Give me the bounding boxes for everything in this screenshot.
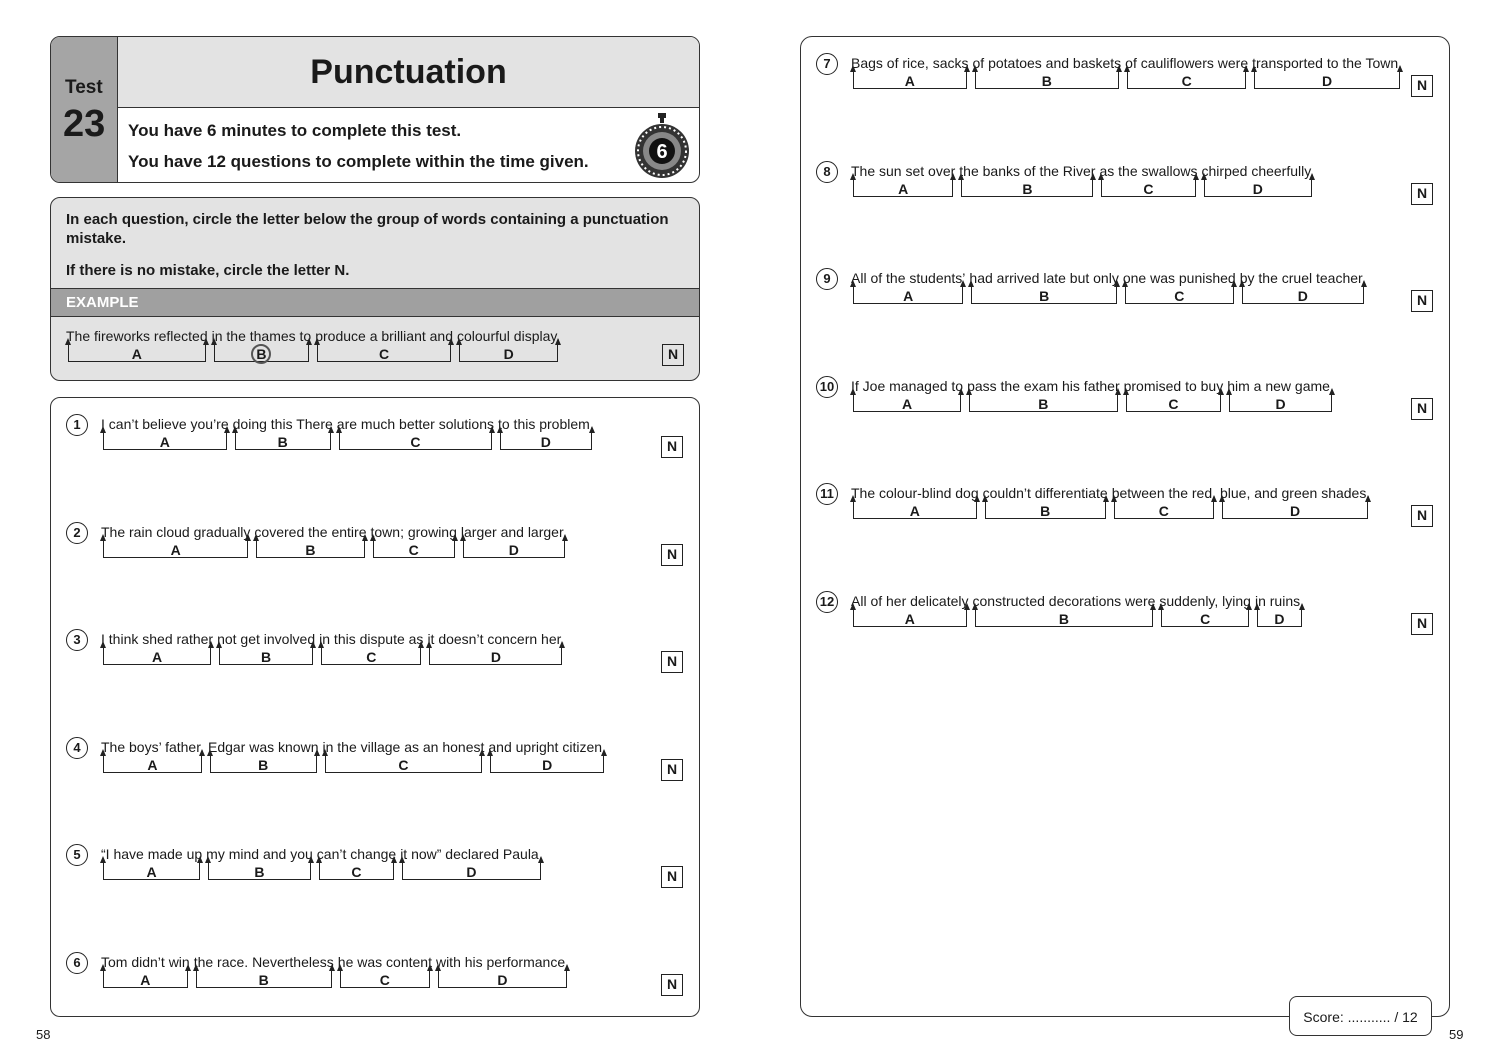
sentence	[851, 378, 1338, 412]
option-letter-c[interactable]: C	[379, 346, 390, 362]
option-letter-a[interactable]: A	[140, 971, 151, 988]
word-group-text: between the red,	[1111, 485, 1216, 501]
question-number: 9	[816, 268, 838, 290]
word-group-b[interactable]	[967, 378, 1120, 412]
option-letter-a[interactable]: A	[151, 649, 163, 665]
word-group-text: by the cruel teacher.	[1239, 270, 1366, 286]
word-group-text: in the village as an honest	[322, 738, 485, 755]
word-group-text: The sun set over	[851, 162, 956, 179]
bracket	[1257, 609, 1302, 627]
bracket	[373, 540, 455, 558]
bracket	[975, 71, 1120, 89]
test-label: Test	[65, 77, 103, 98]
question-11	[816, 483, 1436, 543]
word-group-d[interactable]	[461, 524, 567, 558]
word-group-b[interactable]	[973, 55, 1122, 89]
sentence	[851, 55, 1406, 89]
option-letter-c[interactable]: C	[1168, 395, 1179, 412]
word-group-text: the banks of the River	[959, 162, 1096, 179]
word-group-text: my mind and you	[206, 846, 313, 862]
question-count-instruction: You have 12 questions to complete within the time given.	[128, 152, 589, 171]
option-letter-b[interactable]: B	[1040, 503, 1051, 519]
bracket	[975, 609, 1154, 627]
word-group-c[interactable]	[1112, 485, 1216, 519]
question-10	[816, 376, 1436, 436]
bracket	[969, 394, 1118, 412]
option-letter-c[interactable]: C	[379, 971, 390, 988]
option-letter-b[interactable]: B	[254, 864, 265, 880]
option-letter-b[interactable]: B	[261, 649, 272, 665]
question-number: 10	[816, 376, 838, 398]
bracket	[1126, 394, 1222, 412]
word-group-text: he was content	[337, 953, 432, 970]
question-number: 3	[66, 629, 88, 651]
word-group-text: Bags of rice, sacks	[851, 55, 969, 71]
word-group-text: chirped cheerfully.	[1201, 162, 1315, 179]
word-group-text: transported to the Town.	[1252, 55, 1403, 71]
word-group-text: All of the students’	[851, 270, 966, 286]
bracket	[103, 970, 188, 988]
word-group-text: of cauliflowers were	[1125, 55, 1249, 71]
bracket	[103, 647, 211, 665]
bracket	[985, 501, 1106, 519]
word-group-d[interactable]	[498, 416, 594, 450]
bracket	[210, 755, 317, 773]
bracket	[68, 344, 206, 362]
word-group-text: with his performance.	[435, 953, 570, 970]
option-letter-b[interactable]: B	[258, 971, 269, 988]
word-group-c[interactable]	[337, 416, 494, 450]
option-letter-d[interactable]: D	[490, 649, 501, 665]
word-group-text: If Joe managed to	[851, 377, 964, 394]
word-group-a[interactable]	[851, 485, 979, 519]
word-group-text: not get involved	[217, 631, 316, 647]
bracket	[853, 286, 963, 304]
option-letter-a[interactable]: A	[904, 610, 915, 627]
word-group-c[interactable]	[1125, 55, 1248, 89]
option-letter-c[interactable]: C	[1181, 73, 1192, 89]
question-8	[816, 161, 1436, 221]
bracket	[971, 286, 1116, 304]
none-option[interactable]: N	[1411, 183, 1433, 205]
word-group-c[interactable]	[1159, 593, 1251, 627]
word-group-b[interactable]	[973, 593, 1156, 627]
bracket	[1161, 609, 1249, 627]
word-group-text: larger and larger.	[460, 523, 567, 540]
bracket	[1101, 179, 1195, 197]
bracket	[1204, 179, 1313, 197]
question-7	[816, 53, 1436, 113]
none-option[interactable]: N	[1411, 75, 1433, 97]
option-letter-c[interactable]: C	[410, 434, 421, 450]
word-group-c[interactable]	[1099, 163, 1197, 197]
word-group-a[interactable]	[851, 270, 965, 304]
bracket	[1114, 501, 1214, 519]
sentence	[101, 739, 610, 773]
word-group-text: had arrived late but only	[969, 270, 1119, 286]
word-group-d[interactable]	[1220, 485, 1370, 519]
bracket	[196, 970, 332, 988]
bracket	[402, 862, 540, 880]
example-label: EXAMPLE	[51, 288, 699, 317]
bracket	[1242, 286, 1364, 304]
question-number: 2	[66, 522, 88, 544]
option-letter-c[interactable]: C	[1143, 180, 1154, 197]
word-group-b[interactable]	[983, 485, 1108, 519]
option-letter-a[interactable]: A	[147, 756, 158, 773]
word-group-text: it doesn’t concern her.	[427, 631, 565, 647]
option-letter-c[interactable]: C	[351, 864, 362, 880]
example-none-option: N	[662, 344, 684, 366]
svg-text:6: 6	[656, 141, 668, 163]
question-6	[66, 952, 686, 1012]
option-letter-d[interactable]: D	[508, 541, 519, 558]
bracket	[219, 647, 313, 665]
page-number-right: 59	[1449, 1027, 1464, 1042]
option-letter-c[interactable]: C	[1158, 503, 1169, 519]
none-option[interactable]: N	[1411, 505, 1433, 527]
word-group-b[interactable]	[206, 846, 313, 880]
bracket	[490, 755, 604, 773]
word-group-text: pass the exam his father	[967, 377, 1120, 394]
word-group-text: the race. Nevertheless	[193, 953, 334, 970]
word-group-d[interactable]	[1255, 593, 1304, 627]
word-group-a[interactable]	[101, 846, 202, 880]
sentence	[101, 954, 573, 988]
word-group-b[interactable]	[217, 631, 315, 665]
word-group-text: I think shed rather	[101, 631, 214, 647]
stopwatch-icon	[633, 113, 691, 179]
question-number: 1	[66, 414, 88, 436]
page-title: Punctuation	[118, 37, 699, 108]
option-letter-a[interactable]: A	[131, 346, 142, 362]
word-group-text: The colour-blind dog	[851, 485, 979, 501]
bracket	[1254, 71, 1400, 89]
word-group-text: town; growing	[370, 523, 457, 540]
question-number: 6	[66, 952, 88, 974]
word-group-text: constructed decorations were	[972, 592, 1156, 609]
option-letter-b[interactable]	[215, 346, 309, 364]
sentence	[101, 631, 568, 665]
option-letter-d[interactable]: D	[1274, 610, 1285, 627]
bracket	[500, 432, 592, 450]
word-group-d[interactable]	[1252, 55, 1402, 89]
bracket	[1127, 71, 1246, 89]
option-letter-d[interactable]: D	[466, 864, 477, 880]
bracket	[853, 71, 967, 89]
word-group-a[interactable]	[851, 163, 955, 197]
word-group-text: can’t change	[316, 846, 397, 862]
option-letter-a[interactable]: A	[903, 288, 914, 304]
word-group-c[interactable]	[319, 631, 423, 665]
option-letter-c[interactable]: C	[366, 649, 377, 665]
word-group-text: covered the entire	[254, 523, 367, 540]
bracket	[853, 394, 961, 412]
option-letter-c[interactable]: C	[408, 541, 419, 558]
word-group-c[interactable]	[323, 739, 485, 773]
none-option[interactable]: N	[661, 759, 683, 781]
word-group-a[interactable]	[851, 593, 969, 627]
word-group-d[interactable]	[457, 328, 560, 362]
word-group-d[interactable]	[1227, 378, 1334, 412]
word-group-a[interactable]	[101, 524, 250, 558]
word-group-c[interactable]	[371, 524, 457, 558]
word-group-b[interactable]	[959, 163, 1095, 197]
word-group-a[interactable]	[101, 416, 229, 450]
option-letter-b[interactable]: B	[1039, 288, 1050, 304]
bracket	[103, 432, 227, 450]
word-group-text: promised to buy	[1123, 377, 1224, 394]
word-group-b[interactable]	[212, 328, 312, 362]
option-letter-a[interactable]: A	[898, 180, 909, 197]
word-group-text: to this problem.	[497, 416, 594, 432]
word-group-text: in the thames to	[211, 328, 312, 344]
option-letter-c[interactable]: C	[398, 756, 409, 773]
bracket	[853, 179, 953, 197]
bracket	[103, 540, 248, 558]
word-group-d[interactable]	[436, 954, 569, 988]
word-group-d[interactable]	[1202, 163, 1315, 197]
none-option[interactable]: N	[1411, 398, 1433, 420]
option-letter-a[interactable]: A	[904, 73, 915, 89]
option-letter-a[interactable]: A	[170, 541, 181, 558]
word-group-d[interactable]	[400, 846, 542, 880]
word-group-c[interactable]	[338, 954, 432, 988]
questions-panel-left	[50, 397, 700, 1017]
sentence	[101, 524, 571, 558]
word-group-text: colourful display.	[457, 328, 561, 344]
word-group-text: blue, and green shades.	[1220, 485, 1371, 501]
word-group-b[interactable]	[254, 524, 366, 558]
option-letter-a[interactable]: A	[146, 864, 157, 880]
word-group-b[interactable]	[233, 416, 333, 450]
option-letter-a[interactable]: A	[901, 395, 913, 412]
question-3	[66, 629, 686, 689]
question-4	[66, 737, 686, 797]
option-letter-b[interactable]: B	[1022, 180, 1033, 197]
word-group-text: as the swallows	[1099, 162, 1198, 179]
instructions-panel	[50, 197, 700, 381]
word-group-text: couldn’t differentiate	[982, 485, 1108, 501]
bracket	[459, 344, 558, 362]
option-letter-b[interactable]: B	[1038, 395, 1049, 412]
word-group-c[interactable]	[315, 328, 453, 362]
sentence	[101, 416, 598, 450]
word-group-text: The fireworks reflected	[66, 328, 208, 344]
question-number: 5	[66, 844, 88, 866]
bracket	[429, 647, 562, 665]
word-group-text: one was punished	[1122, 270, 1236, 286]
word-group-text: Tom didn’t win	[101, 953, 190, 970]
bracket	[317, 344, 451, 362]
bracket	[214, 344, 310, 362]
word-group-text: produce a brilliant and	[315, 328, 453, 344]
option-letter-b[interactable]: B	[1058, 610, 1070, 627]
score-box: Score: ........... / 12	[1289, 996, 1432, 1036]
bracket	[325, 755, 483, 773]
word-group-text: I can’t believe you’re	[101, 416, 229, 432]
none-option[interactable]: N	[661, 974, 683, 996]
option-letter-b[interactable]: B	[1041, 73, 1052, 89]
bracket	[438, 970, 567, 988]
word-group-c[interactable]	[317, 846, 396, 880]
page-number-left: 58	[36, 1027, 51, 1042]
sentence	[851, 593, 1308, 627]
option-letter-d[interactable]: D	[1290, 503, 1301, 519]
word-group-text: Edgar was known	[207, 738, 319, 755]
bracket	[340, 970, 430, 988]
sentence	[851, 485, 1374, 519]
word-group-a[interactable]	[101, 954, 190, 988]
option-letter-d[interactable]: D	[497, 971, 508, 988]
bracket	[256, 540, 364, 558]
word-group-text: doing this There	[232, 416, 333, 432]
option-letter-d[interactable]: D	[1252, 180, 1263, 197]
option-letter-a[interactable]: A	[909, 503, 920, 519]
bracket	[853, 501, 977, 519]
bracket	[339, 432, 492, 450]
word-group-d[interactable]	[488, 739, 606, 773]
instruction-none-text: If there is no mistake, circle the letter N.	[66, 262, 350, 279]
option-letter-d[interactable]: D	[1322, 73, 1333, 89]
test-header	[50, 36, 700, 183]
bracket	[961, 179, 1093, 197]
word-group-a[interactable]	[101, 739, 204, 773]
word-group-text: it now” declared Paula.	[400, 846, 543, 862]
test-number: 23	[63, 103, 106, 145]
word-group-text: are much better solutions	[336, 416, 494, 432]
option-letter-d[interactable]: D	[503, 346, 514, 362]
none-option[interactable]: N	[661, 866, 683, 888]
bracket	[235, 432, 331, 450]
word-group-text: The boys’ father,	[101, 738, 204, 755]
question-2	[66, 522, 686, 582]
question-number: 12	[816, 591, 838, 613]
question-12	[816, 591, 1436, 651]
word-group-c[interactable]	[1124, 378, 1224, 412]
option-letter-d[interactable]: D	[542, 756, 553, 773]
option-letter-b[interactable]: B	[277, 434, 288, 450]
none-option[interactable]: N	[661, 651, 683, 673]
word-group-text: “I have made up	[101, 846, 203, 862]
word-group-d[interactable]	[427, 631, 564, 665]
question-number: 8	[816, 161, 838, 183]
bracket	[103, 755, 202, 773]
word-group-text: suddenly, lying	[1159, 592, 1251, 609]
sentence	[851, 163, 1318, 197]
question-1	[66, 414, 686, 474]
time-instruction: You have 6 minutes to complete this test.	[128, 121, 462, 140]
word-group-a[interactable]	[66, 328, 208, 362]
word-group-text: The rain cloud gradually	[101, 523, 251, 540]
question-9	[816, 268, 1436, 328]
question-number: 4	[66, 737, 88, 759]
word-group-b[interactable]	[969, 270, 1118, 304]
word-group-text: All of her delicately	[851, 592, 969, 609]
question-number: 7	[816, 53, 838, 75]
option-letter-d[interactable]: D	[1297, 288, 1308, 304]
word-group-text: and upright citizen.	[488, 738, 606, 755]
option-letter-b[interactable]: B	[258, 756, 269, 773]
word-group-text: in ruins.	[1254, 592, 1304, 609]
sentence	[101, 846, 547, 880]
none-option[interactable]: N	[1411, 613, 1433, 635]
none-option[interactable]: N	[661, 544, 683, 566]
question-5	[66, 844, 686, 904]
option-letter-b[interactable]: B	[305, 541, 316, 558]
question-number: 11	[816, 483, 838, 505]
test-number-panel	[51, 37, 118, 182]
option-letter-a[interactable]: A	[159, 434, 170, 450]
bracket	[463, 540, 565, 558]
none-option[interactable]: N	[661, 436, 683, 458]
bracket	[1125, 286, 1234, 304]
bracket	[321, 647, 421, 665]
word-group-text: of potatoes and baskets	[972, 55, 1122, 71]
circled-answer: B	[251, 344, 271, 364]
bracket	[319, 862, 394, 880]
none-option[interactable]: N	[1411, 290, 1433, 312]
sentence	[851, 270, 1370, 304]
bracket	[1222, 501, 1368, 519]
word-group-a[interactable]	[851, 378, 963, 412]
option-letter-c[interactable]: C	[1174, 288, 1185, 304]
word-group-c[interactable]	[1123, 270, 1236, 304]
option-letter-d[interactable]: D	[1275, 395, 1286, 412]
bracket	[208, 862, 311, 880]
option-letter-d[interactable]: D	[540, 434, 551, 450]
bracket	[103, 862, 200, 880]
bracket	[853, 609, 967, 627]
word-group-text: him a new game.	[1227, 377, 1334, 394]
instruction-text: In each question, circle the letter below the group of words containing a punctuation mistake.	[66, 211, 669, 247]
word-group-a[interactable]	[101, 631, 213, 665]
option-letter-c[interactable]: C	[1200, 610, 1211, 627]
word-group-text: in this dispute as	[319, 631, 424, 647]
word-group-b[interactable]	[194, 954, 334, 988]
sentence	[66, 328, 564, 362]
questions-panel-right	[800, 36, 1450, 1017]
word-group-d[interactable]	[1240, 270, 1366, 304]
word-group-a[interactable]	[851, 55, 969, 89]
word-group-b[interactable]	[208, 739, 319, 773]
bracket	[1229, 394, 1332, 412]
